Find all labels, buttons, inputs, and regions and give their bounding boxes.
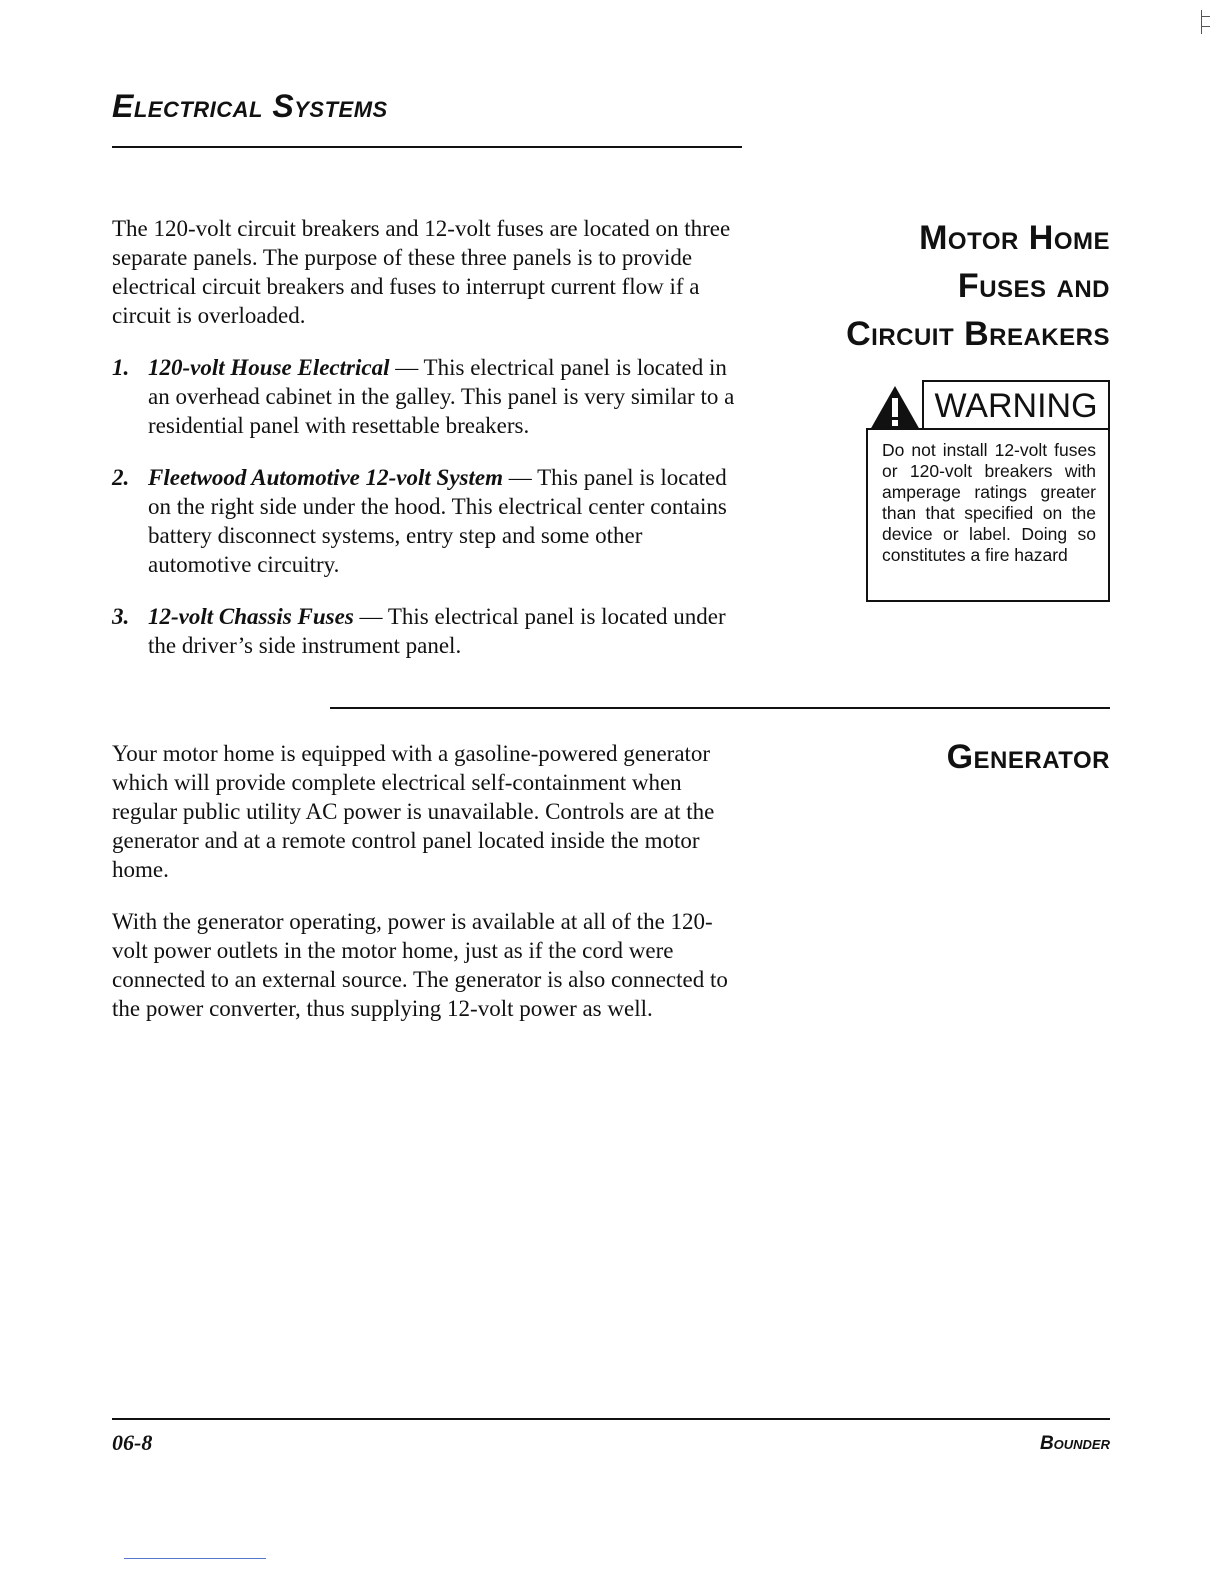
list-item [112,353,744,440]
generator-body [112,739,744,1046]
section-divider [330,707,1110,709]
footer-accent-rule [124,1558,266,1559]
fuses-heading-line3: Circuit Breakers [846,315,1110,353]
footer-rule [112,1418,1110,1420]
fuses-heading-line1: Motor Home [919,219,1110,257]
warning-triangle-icon [868,384,922,432]
warning-label: WARNING [922,380,1110,428]
warning-box [866,380,1110,602]
list-term: Fleetwood Automotive 12-volt System [148,465,503,490]
generator-paragraph-2: With the generator operating, power is available at all of the 120-volt power outlets in the motor home, just as if the cord were connected to an external source. The generator is also connected to the power converter, thus supplying 12-volt power as well. [112,909,728,1021]
generator-section-heading: Generator [946,738,1110,776]
list-number: 3. [112,604,130,629]
list-term: 120-volt House Electrical [148,355,390,380]
warning-header [866,380,1110,430]
list-number: 2. [112,465,130,490]
list-text: — This electrical panel is located in an overhead cabinet in the galley. This panel is very similar to a residential panel with resettable breakers. [148,355,735,438]
warning-text: Do not install 12-volt fuses or 120-volt breakers with amperage ratings greater than that specified on the device or label. Doing so constitutes a fire hazard [866,428,1110,602]
page-number: 06-8 [112,1430,153,1455]
margin-crop-mark [1201,10,1210,34]
list-item [112,463,744,579]
chapter-title: Electrical Systems [112,88,388,124]
fuses-body [112,214,744,683]
list-text: — This panel is located on the right side under the hood. This electrical center contains battery disconnect systems, entry step and some other automotive circuitry. [148,465,727,577]
list-number: 1. [112,355,130,380]
fuses-heading-line2: Fuses and [957,267,1110,305]
list-item [112,602,744,660]
list-term: 12-volt Chassis Fuses [148,604,354,629]
fuses-section-heading [846,214,1110,358]
product-name: Bounder [1039,1433,1110,1454]
fuses-intro: The 120-volt circuit breakers and 12-volt fuses are located on three separate panels. The purpose of these three panels is to provide electrical circuit breakers and fuses to interrupt current flow if a circuit is overloaded. [112,216,731,328]
header-rule [112,146,742,148]
generator-paragraph-1: Your motor home is equipped with a gasoline-powered generator which will provide complete electrical self-containment when regular public utility AC power is unavailable. Controls are at the generator and at a remote control panel located inside the motor home. [112,741,715,882]
list-text: — This electrical panel is located under the driver’s side instrument panel. [148,604,726,658]
